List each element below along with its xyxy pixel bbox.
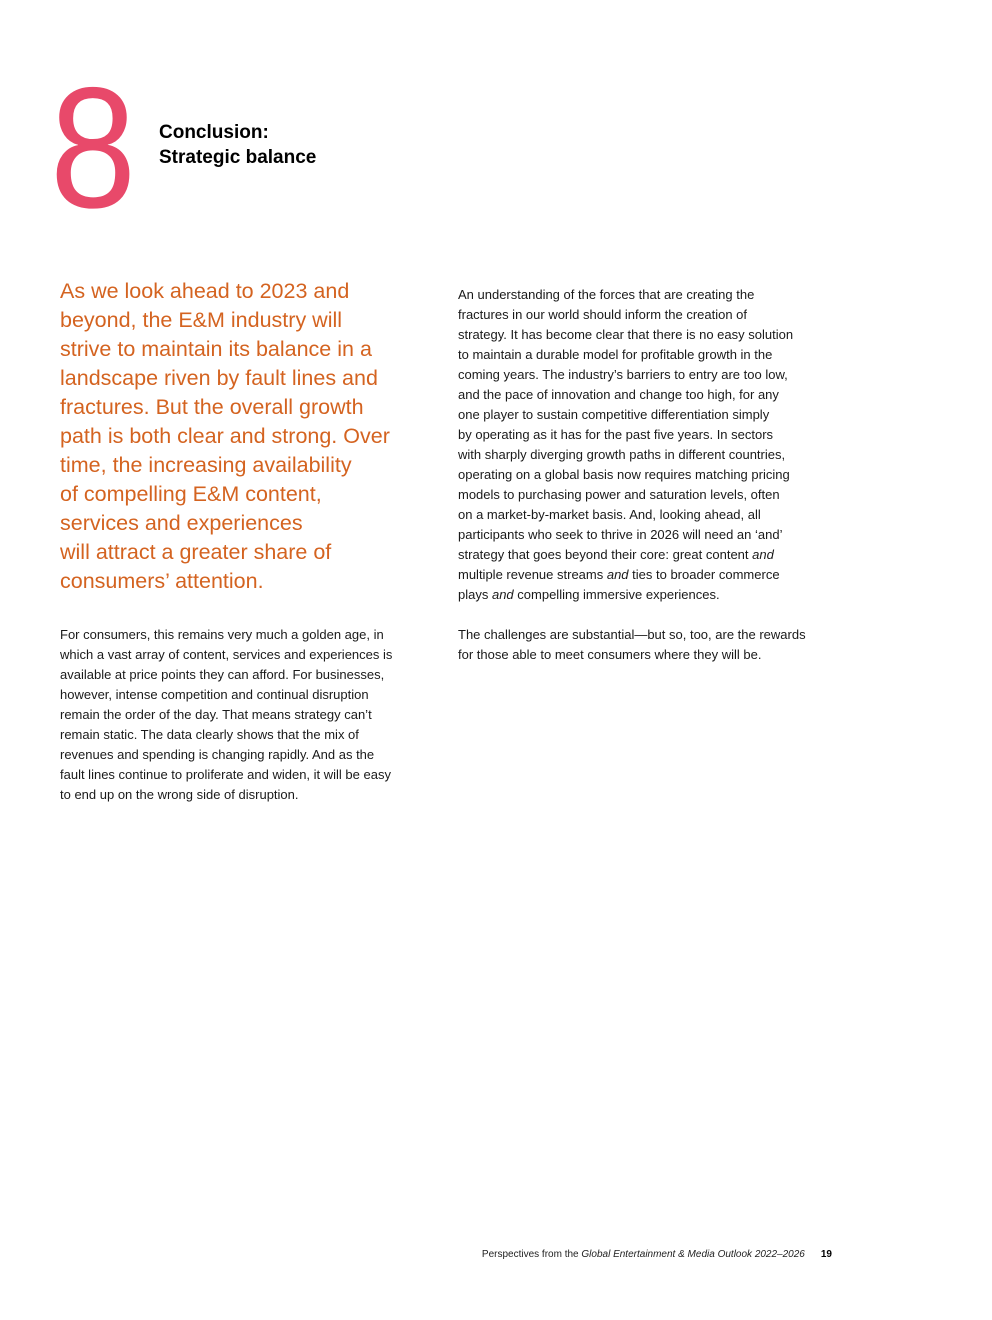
text-run: ties to broader commerce plays: [458, 567, 780, 602]
section-title-line2: Strategic balance: [159, 147, 317, 168]
emphasis-and: and: [491, 587, 514, 602]
page-number: 19: [820, 1249, 832, 1260]
body-paragraph-consumers: For consumers, this remains very much a golden age, in which a vast array of content, services and experiences is available at price points they can afford. For businesses, however, intense competition and continual disruption remain the order of the day. That means strategy can’t remain static. The data clearly shows that the mix of revenues and spending is changing rapidly. And as the fault lines continue to proliferate and widen, it will be easy to end up on the wrong side of disruption.: [60, 627, 393, 802]
right-column: [458, 285, 838, 665]
text-run: compelling immersive experiences.: [513, 587, 720, 602]
emphasis-and: and: [606, 567, 629, 582]
left-column: [60, 625, 432, 805]
section-title-line1: Conclusion:: [159, 122, 269, 143]
footer-prefix: Perspectives from the: [481, 1249, 582, 1260]
footer-publication: Global Entertainment & Media Outlook 2022–2026: [581, 1249, 805, 1260]
lead-quote: As we look ahead to 2023 and beyond, the E&M industry will strive to maintain its balance in a landscape riven by fault lines and fractures. But the overall growth path is both clear and strong. Over time, the increasing availability of compelling E&M content, services and experiences will attract a greater share of consumers’ attention.: [60, 279, 390, 593]
text-run: An understanding of the forces that are creating the fractures in our world should inform the creation of strategy. It has become clear that there is no easy solution to maintain a durable model for profitable growth in the coming years. The industry’s barriers to entry are too low, and the pace of innovation and change too high, for any one player to sustain competitive differentiation simply by operating as it has for the past five years. In sectors with sharply diverging growth paths in different countries, operating on a global basis now requires matching pricing models to purchasing power and saturation levels, often on a market-by-market basis. And, looking ahead, all participants who seek to thrive in 2026 will need an ‘and’ strategy that goes beyond their core: great content: [458, 287, 794, 562]
text-run: multiple revenue streams: [458, 567, 604, 582]
body-paragraph-challenges: The challenges are substantial—but so, too, are the rewards for those able to meet consumers where they will be.: [458, 627, 806, 662]
emphasis-and: and: [752, 547, 774, 562]
section-title: [159, 120, 316, 170]
body-paragraph-strategy: [458, 285, 838, 605]
section-number: 8: [50, 52, 133, 244]
page-footer: [482, 1249, 832, 1260]
